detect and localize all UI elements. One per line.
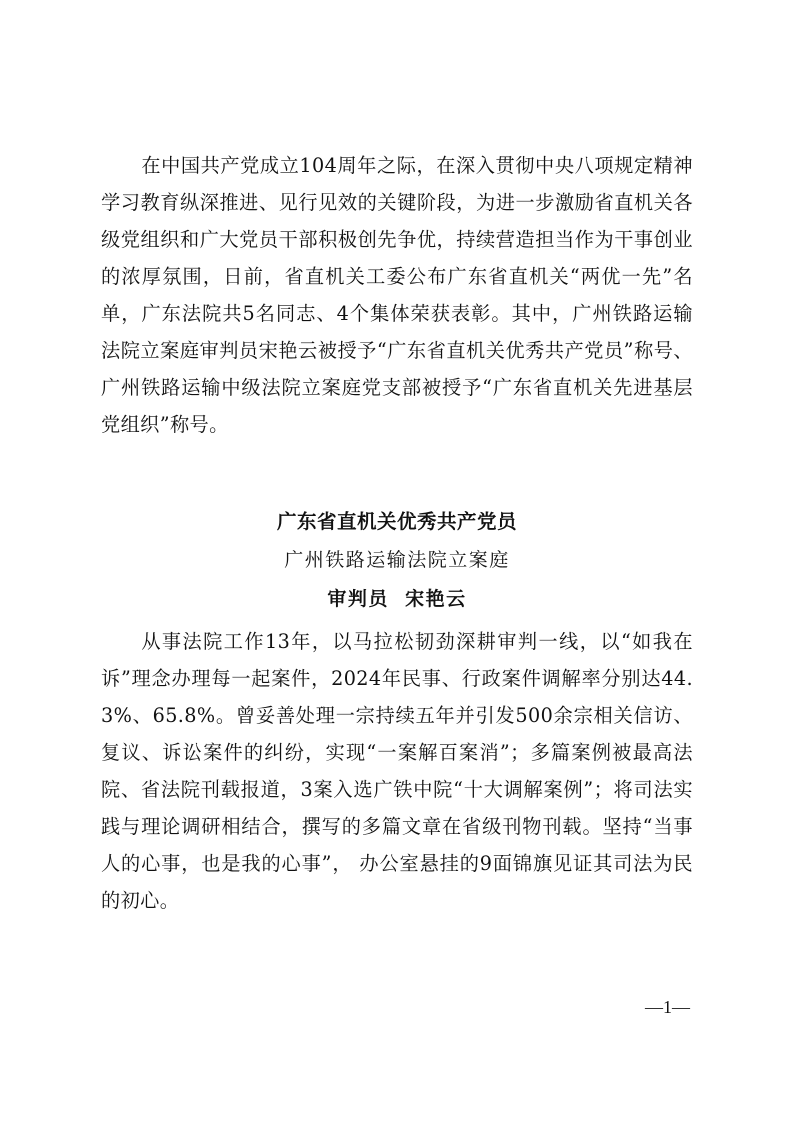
section-person: 审判员 宋艳云 [327, 588, 467, 610]
section-unit: 广州铁路运输法院立案庭 [284, 549, 510, 571]
honoree-paragraph: 从事法院工作13年，以马拉松韧劲深耕审判一线，以“如我在诉”理念办理每一起案件，2024年民事、行政案件调解率分别达44.3%、65.8%。曾妥善处理一宗持续五年并引发500余宗相关信访、复议、诉讼案件的纠纷，实现“一案解百案消”；多篇案例被最高法院、省法院刊载报道，3案入选广铁中院“十大调解案例”；将司法实践与理论调研相结合，撰写的多篇文章在省级刊物刊载。坚持“当事人的心事，也是我的心事”， 办公室悬挂的9面锦旗见证其司法为民的初心。 [101, 630, 693, 912]
section-title: 广东省直机关优秀共产党员 [276, 510, 517, 533]
page-number: —1— [645, 997, 690, 1017]
intro-paragraph: 在中国共产党成立104周年之际，在深入贯彻中央八项规定精神学习教育纵深推进、见行见效的关键阶段，为进一步激励省直机关各级党组织和广大党员干部积极创先争优，持续营造担当作为干事创业的浓厚氛围，日前，省直机关工委公布广东省直机关“两优一先”名单，广东法院共5名同志、4个集体荣获表彰。其中，广州铁路运输法院立案庭审判员宋艳云被授予“广东省直机关优秀共产党员”称号、广州铁路运输中级法院立案庭党支部被授予“广东省直机关先进基层党组织”称号。 [101, 154, 693, 436]
